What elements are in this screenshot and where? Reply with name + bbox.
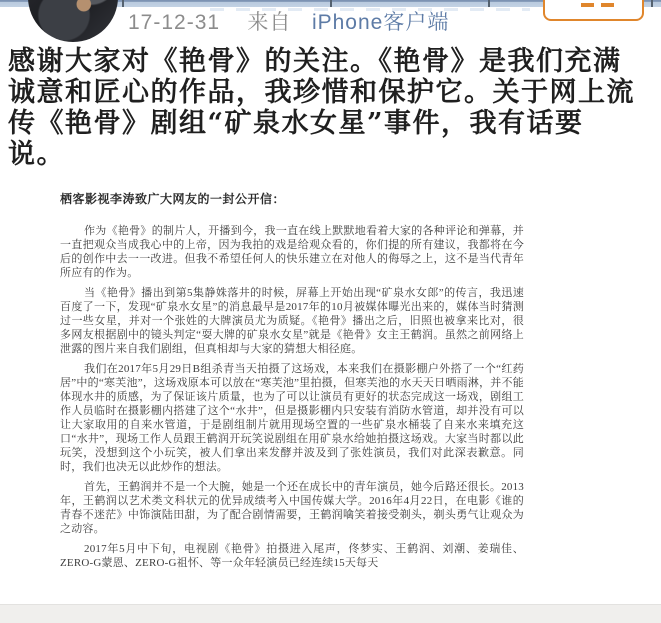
- headline-line: 说。: [8, 139, 65, 170]
- open-letter-title: 栖客影视李涛致广大网友的一封公开信：: [60, 192, 286, 206]
- strip-divider: [488, 0, 490, 7]
- follow-button-cut-text: [581, 3, 594, 7]
- post-date: 17-12-31: [128, 11, 221, 34]
- headline-line: 传《艳骨》剧组“矿泉水女星”事件，我有话要: [8, 108, 584, 139]
- letter-paragraph: 首先，王鹤润并不是一个大腕，她是一个还在成长中的青年演员，她今后路还很长。2013年，王鹤润以艺术类文科状元的优异成绩考入中国传媒大学。2016年4月22日，在电影《谁的青春不迷茫》中饰演陆田甜，为了配合剧情需要，王鹤润噙笑着接受剃头，剃头勇气让观众为之动容。: [60, 481, 524, 535]
- follow-button-cut-text: [601, 3, 614, 7]
- headline-line: 诚意和匠心的作品，我珍惜和保护它。关于网上流: [8, 77, 635, 108]
- post-headline: [8, 46, 658, 170]
- source-client-link[interactable]: iPhone客户端: [311, 11, 450, 34]
- open-letter-body: [60, 224, 524, 576]
- source-prefix: 来自: [247, 11, 292, 34]
- follow-button[interactable]: [543, 0, 644, 21]
- avatar[interactable]: [28, 0, 118, 42]
- bottom-gray-strip: [0, 604, 661, 623]
- strip-divider: [122, 0, 124, 7]
- headline-line: 感谢大家对《艳骨》的关注。《艳骨》是我们充满: [8, 46, 622, 77]
- strip-divider: [651, 0, 653, 7]
- letter-paragraph: 2017年5月中下旬，电视剧《艳骨》拍摄进入尾声，佟梦实、王鹤润、刘潮、姜瑞佳、ZERO-G蒙恩、ZERO-G祖怀、等一众年轻演员已经连续15天每天: [60, 543, 524, 569]
- letter-paragraph: 作为《艳骨》的制片人，开播到今，我一直在线上默默地看着大家的各种评论和弹幕，并一直把观众当成我心中的上帝，因为我拍的戏是给观众看的，你们提的所有建议，我都将在今后的创作中去一一改进。但我不希望任何人的快乐建立在对他人的侮辱之上，这不是当代青年所应有的作为。: [60, 225, 524, 279]
- post-meta: [128, 6, 449, 36]
- letter-paragraph: 当《艳骨》播出到第5集静姝落井的时候，屏幕上开始出现“矿泉水女郎”的传言，我迅速百度了一下，发现“矿泉水女星”的消息最早是2017年的10月被媒体曝光出来的，媒体当时猜测过一些女星，并对一个张姓的大牌演员尤为质疑。《艳骨》播出之后，旧照也被拿来比对，很多网友根据剧中的镜头判定“耍大牌的矿泉水女星”就是《艳骨》女主王鹤润。虽然之前网络上泄露的图片来自我们剧组，但真相却与大家的猜想大相径庭。: [60, 287, 524, 355]
- letter-paragraph: 我们在2017年5月29日B组杀青当天拍摄了这场戏，本来我们在摄影棚户外搭了一个“红药居”中的“寒芙池”，这场戏原本可以放在“寒芙池”里拍摄，但寒芙池的水天天日晒雨淋，并不能体现水井的质感，为了保证该片质量，也为了可以让演员有更好的状态完成这一场戏，剧组工作人员临时在摄影棚内搭建了这个“水井”，但是摄影棚内只安装有消防水管道，却并没有可以让大家取用的自来水管道，于是剧组制片就用现场空置的一些矿泉水桶装了自来水来填充这口“水井”，现场工作人员跟王鹤润开玩笑说剧组在用矿泉水给她拍摄这场戏。大家当时都以此玩笑，没想到这个小玩笑，被人们拿出来发酵并波及到了张姓演员，我们对此深表歉意。同时，我们也决无以此炒作的想法。: [60, 363, 524, 473]
